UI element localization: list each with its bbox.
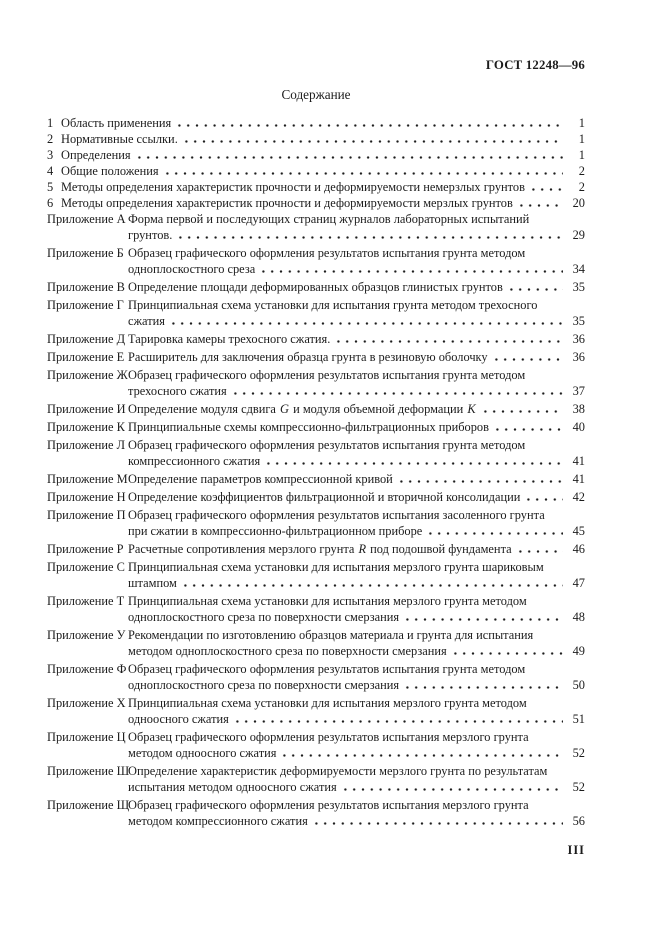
toc-entry-label: Приложение И [47,402,126,416]
dot-leader [481,410,563,413]
toc-entry [47,331,585,347]
toc-entry-label: Приложение Т [47,594,125,608]
toc-entry-line [128,627,585,643]
toc-entry-line [128,677,585,693]
toc-entry-body [128,507,585,539]
toc-entry [47,245,585,277]
toc-entry-text: Форма первой и последующих страниц журналов лабораторных испытаний [128,212,530,226]
toc-entry-line [128,507,585,523]
dot-leader [529,188,563,191]
toc-entry-text: методом одноплоскостного среза по поверхности смерзания [128,644,447,658]
toc-entry [47,179,585,195]
toc-entry-body [61,115,585,131]
dot-leader [426,532,563,535]
toc-entry-label: Приложение Г [47,298,124,312]
toc-entry-body [128,367,585,399]
toc-entry-line [128,437,585,453]
toc-entry-label: Приложение Л [47,438,126,452]
toc-entry-line [128,349,585,365]
toc-entry-label: 3 [47,148,54,162]
toc-entry-label: Приложение В [47,280,125,294]
toc-entry-body [128,797,585,829]
toc-entry-line [128,523,585,539]
toc-entry-line [128,763,585,779]
dot-leader [175,124,563,127]
toc-entry-body [128,279,585,295]
dot-leader [524,498,563,501]
toc-entry-line [128,559,585,575]
toc-entry-page: 45 [572,524,585,538]
toc-entry-line [128,419,585,435]
toc-entry-text: Образец графического оформления результатов испытания грунта методом [128,368,526,382]
toc-entry-line [61,163,585,179]
toc-entry-text: Область применения [61,116,172,130]
toc-entry-line [128,643,585,659]
toc-entry-label: Приложение Б [47,246,124,260]
toc-entry-body [128,245,585,277]
toc-entry-line [128,331,585,347]
dot-leader [334,340,563,343]
toc-entry [47,297,585,329]
dot-leader [233,720,563,723]
toc-entry-line [61,195,585,211]
toc-entry-body [128,471,585,487]
toc-entry-line [128,729,585,745]
toc-entry-body [128,211,585,243]
toc-entry [47,211,585,243]
toc-entry-line [128,797,585,813]
dot-leader [169,322,563,325]
dot-leader [312,822,563,825]
toc-entry [47,367,585,399]
toc-entry [47,763,585,795]
toc-entry-label: Приложение А [47,212,126,226]
toc-entry [47,419,585,435]
dot-leader [451,652,563,655]
toc-entry-text: Определение характеристик деформируемости мерзлого грунта по результатам [128,764,548,778]
toc-entry-page: 29 [572,228,585,242]
toc-entry-page: 48 [572,610,585,624]
toc-entry [47,627,585,659]
toc-entry-line [128,609,585,625]
toc-entry-text: Тарировка камеры трехосного сжатия. [128,332,331,346]
toc-entry-text: при сжатии в компрессионно-фильтрационном приборе [128,524,423,538]
toc-entry-text: Образец графического оформления результатов испытания грунта методом [128,246,526,260]
toc-entry-line [128,261,585,277]
toc-entry [47,661,585,693]
doc-number-header: ГОСТ 12248—96 [485,58,585,72]
toc-entry [47,195,585,211]
toc-entry-text: компрессионного сжатия [128,454,261,468]
toc-entry-label: Приложение Е [47,350,125,364]
toc-entry-line [128,593,585,609]
toc-entry-page: 2 [578,164,585,178]
toc-entry-line [128,297,585,313]
toc-entry-body [128,559,585,591]
toc-entry-label: Приложение Ш [47,764,130,778]
toc-entry-line [128,453,585,469]
dot-leader [341,788,563,791]
toc-entry-line [128,383,585,399]
dot-leader [163,172,563,175]
toc-entry-text: Определения [61,148,131,162]
toc-entry-page: 20 [572,196,585,210]
toc-entry-text: Определение коэффициентов фильтрационной и вторичной консолидации [128,490,521,504]
toc-entry-body [128,541,585,557]
toc-entry-label: Приложение Н [47,490,126,504]
toc-entry-line [128,695,585,711]
toc-entry-page: 1 [578,132,585,146]
toc-entry-label: Приложение Д [47,332,126,346]
toc-entry-text: Методы определения характеристик прочности и деформируемости немерзлых грунтов [61,180,525,194]
dot-leader [397,480,563,483]
toc-entry-line [128,211,585,227]
toc-entry-label: Приложение М [47,472,128,486]
toc-entry-text: одноосного сжатия [128,712,229,726]
toc-entry-body [128,593,585,625]
toc-entry-text: Рекомендации по изготовлению образцов материала и грунта для испытания [128,628,534,642]
toc-entry-text: Определение площади деформированных образцов глинистых грунтов [128,280,503,294]
toc-entry-text: Нормативные ссылки. [61,132,178,146]
dot-leader [492,358,563,361]
toc-entry-body [61,147,585,163]
toc-entry-label: 2 [47,132,54,146]
toc-entry-text: Образец графического оформления результатов испытания засоленного грунта [128,508,545,522]
toc-entry-page: 42 [572,490,585,504]
toc-entry-line [128,227,585,243]
toc-entry-body [128,297,585,329]
dot-leader [516,550,563,553]
toc-entry-page: 36 [572,332,585,346]
toc-entry-label: 1 [47,116,54,130]
toc-entry-line [128,245,585,261]
toc-entry-page: 46 [572,542,585,556]
toc-entry [47,437,585,469]
toc-entry-page: 41 [572,472,585,486]
toc-entry [47,797,585,829]
toc-entry-body [128,729,585,761]
toc-entry-page: 36 [572,350,585,364]
dot-leader [176,236,563,239]
toc-entry-label: Приложение Х [47,696,126,710]
toc-entry-text: одноплоскостного среза [128,262,256,276]
toc-entry [47,471,585,487]
toc-entry-page: 37 [572,384,585,398]
toc-entry-text: грунтов. [128,228,173,242]
toc-entry-page: 56 [572,814,585,828]
toc-entry-label: Приложение Щ [47,798,130,812]
toc-entry-line [128,401,585,417]
toc-entry [47,131,585,147]
dot-leader [517,204,563,207]
toc-entry-page: 49 [572,644,585,658]
toc-entry-label: 5 [47,180,54,194]
toc-entry-label: Приложение К [47,420,125,434]
toc-entry-text: Принципиальная схема установки для испытания мерзлого грунта шариковым [128,560,544,574]
toc-entry-text: одноплоскостного среза по поверхности смерзания [128,610,400,624]
toc-entry-page: 47 [572,576,585,590]
page-title: Содержание [281,87,351,102]
toc-entry-text: Расчетные сопротивления мерзлого грунта R под подошвой фундамента [128,542,512,556]
toc-entry-body [128,401,585,417]
toc-entry-text: Принципиальные схемы компрессионно-фильтрационных приборов [128,420,489,434]
toc-entry-text: Расширитель для заключения образца грунта в резиновую оболочку [128,350,488,364]
toc-entry-page: 35 [572,280,585,294]
toc-entry-label: Приложение У [47,628,126,642]
toc-entry-text: сжатия [128,314,165,328]
toc-entry-text: трехосного сжатия [128,384,227,398]
toc-entry-page: 52 [572,780,585,794]
toc-entry [47,147,585,163]
toc-entry-text: Общие положения [61,164,159,178]
toc-entry [47,489,585,505]
toc-entry-line [128,745,585,761]
toc-entry-text: методом компрессионного сжатия [128,814,308,828]
toc-entry [47,507,585,539]
toc-entry-body [61,195,585,211]
toc-entry-text: Принципиальная схема установки для испытания мерзлого грунта методом [128,696,527,710]
toc-entry-line [128,661,585,677]
toc-entry-line [128,813,585,829]
toc-entry-page: 40 [572,420,585,434]
toc-entry-body [128,763,585,795]
dot-leader [259,270,563,273]
toc-entry-body [128,437,585,469]
toc-entry-body [61,163,585,179]
toc-entry-label: Приложение Р [47,542,124,556]
toc-entry-body [128,627,585,659]
toc-entry-page: 2 [578,180,585,194]
toc-entry-text: методом одноосного сжатия [128,746,277,760]
toc-entry [47,593,585,625]
toc-entry [47,695,585,727]
toc-entry-page: 50 [572,678,585,692]
toc-entry-line [61,131,585,147]
toc-entry-text: Методы определения характеристик прочности и деформируемости мерзлых грунтов [61,196,513,210]
toc-entry [47,559,585,591]
toc-entry-line [61,179,585,195]
toc-entry-text: Образец графического оформления результатов испытания мерзлого грунта [128,730,529,744]
toc-entry-label: 6 [47,196,54,210]
dot-leader [181,584,563,587]
toc-entry-body [128,661,585,693]
toc-entry-line [128,489,585,505]
toc-entry [47,541,585,557]
toc-entry-text: Образец графического оформления результатов испытания мерзлого грунта [128,798,529,812]
toc-entry [47,163,585,179]
toc-entry [47,401,585,417]
toc-entry-page: 1 [578,116,585,130]
page-number-roman: III [567,843,585,857]
toc-entry [47,349,585,365]
toc-list [47,115,585,829]
toc-entry-line [128,471,585,487]
dot-leader [182,140,563,143]
toc-entry-body [128,349,585,365]
toc-entry-line [128,541,585,557]
toc-entry-text: Определение параметров компрессионной кривой [128,472,393,486]
dot-leader [507,288,563,291]
toc-entry-line [128,279,585,295]
toc-entry-body [128,695,585,727]
toc-entry-text: Определение модуля сдвига G и модуля объемной деформации K [128,402,476,416]
toc-entry-line [61,147,585,163]
dot-leader [135,156,563,159]
toc-entry-line [128,711,585,727]
toc-entry-page: 35 [572,314,585,328]
toc-entry-text: Образец графического оформления результатов испытания грунта методом [128,438,526,452]
toc-entry-body [128,419,585,435]
toc-entry-page: 52 [572,746,585,760]
dot-leader [403,686,563,689]
toc-entry-page: 38 [572,402,585,416]
toc-entry [47,279,585,295]
toc-entry-text: испытания методом одноосного сжатия [128,780,337,794]
toc-entry-body [128,331,585,347]
dot-leader [493,428,563,431]
toc-entry-line [128,779,585,795]
toc-entry-text: одноплоскостного среза по поверхности смерзания [128,678,400,692]
toc-entry-text: Принципиальная схема установки для испытания грунта методом трехосного [128,298,538,312]
toc-entry-label: Приложение Ж [47,368,128,382]
toc-entry-label: Приложение С [47,560,125,574]
toc-entry-label: 4 [47,164,54,178]
toc-entry-text: штампом [128,576,177,590]
toc-entry-line [128,313,585,329]
toc-entry-line [61,115,585,131]
toc-entry-page: 1 [578,148,585,162]
dot-leader [403,618,563,621]
toc-entry-label: Приложение Ц [47,730,126,744]
toc-entry [47,729,585,761]
dot-leader [264,462,563,465]
toc-entry-body [128,489,585,505]
toc-entry [47,115,585,131]
dot-leader [231,392,563,395]
toc-entry-body [61,179,585,195]
toc-entry-line [128,575,585,591]
toc-entry-body [61,131,585,147]
toc-entry-line [128,367,585,383]
toc-entry-label: Приложение Ф [47,662,127,676]
toc-entry-page: 41 [572,454,585,468]
dot-leader [280,754,563,757]
toc-entry-label: Приложение П [47,508,126,522]
toc-entry-page: 34 [572,262,585,276]
toc-entry-page: 51 [572,712,585,726]
toc-entry-text: Образец графического оформления результатов испытания грунта методом [128,662,526,676]
toc-entry-text: Принципиальная схема установки для испытания мерзлого грунта методом [128,594,527,608]
